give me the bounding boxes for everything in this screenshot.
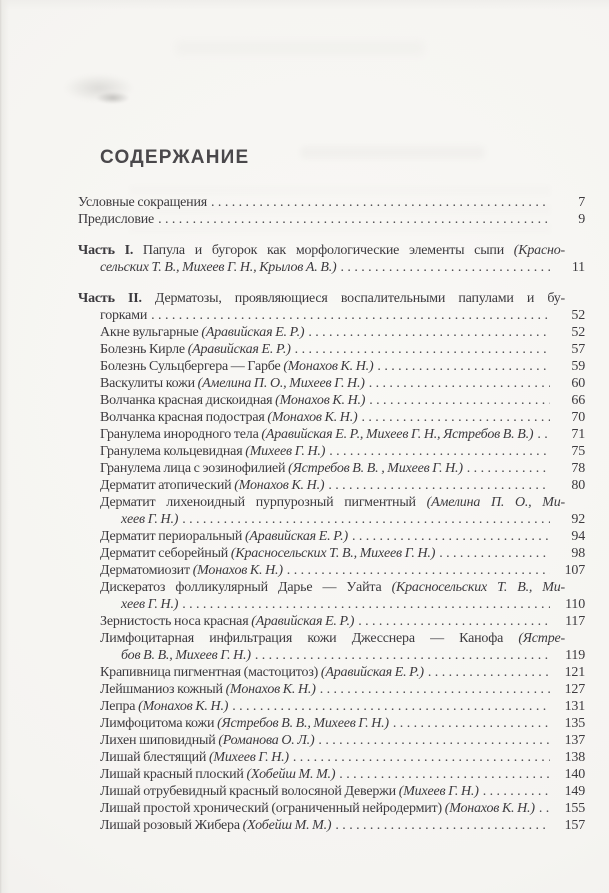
toc-entry-text bbox=[100, 715, 389, 732]
toc-entry bbox=[78, 259, 585, 276]
toc-entry-text bbox=[100, 495, 565, 510]
toc-entry-text bbox=[78, 211, 154, 228]
toc-text-segment: Лихен шиповидный bbox=[100, 733, 219, 748]
toc-entry bbox=[78, 800, 585, 817]
scan-smudge bbox=[96, 92, 130, 104]
toc-text-segment: (Монахов К. Н.) bbox=[275, 393, 366, 408]
toc-entry bbox=[78, 732, 585, 749]
page-number: 127 bbox=[564, 682, 585, 697]
dot-leader bbox=[428, 664, 550, 681]
dot-leader bbox=[158, 211, 550, 228]
toc-text-segment: Лишай розовый Жибера bbox=[100, 818, 243, 833]
toc-entry bbox=[78, 511, 585, 528]
dot-leader bbox=[308, 324, 550, 341]
toc-entry bbox=[78, 494, 585, 511]
toc-entry-text bbox=[100, 324, 304, 341]
toc-text-segment: Зернистость носа красная bbox=[100, 614, 252, 629]
toc-entry-text bbox=[100, 562, 283, 579]
toc-text-segment: Дерматомиозит bbox=[100, 563, 193, 578]
toc-text-segment: горками bbox=[100, 308, 148, 323]
toc-entry bbox=[78, 409, 585, 426]
toc-text-segment: Лепра bbox=[100, 699, 139, 714]
toc-text-segment: (Михеев Г. Н.) bbox=[208, 750, 289, 765]
toc-entry-text bbox=[100, 681, 316, 698]
dot-leader bbox=[182, 511, 550, 528]
toc-entry-text bbox=[100, 732, 314, 749]
dot-leader bbox=[341, 259, 550, 276]
toc-entry bbox=[78, 579, 585, 596]
toc-entry-text bbox=[78, 291, 565, 306]
toc-text-segment: сельских Т. В., Михеев Г. Н., Крылов А. В.) bbox=[100, 260, 337, 275]
toc-text-segment: (Монахов К. Н.) bbox=[234, 478, 325, 493]
toc-entry-text bbox=[100, 409, 357, 426]
toc-text-segment: Лишай простой хронический (ограниченный нейродермит) bbox=[100, 801, 445, 816]
toc-entry-text bbox=[78, 243, 565, 258]
toc-text-segment: Болезнь Сульцбергера — Гарбе bbox=[100, 359, 284, 374]
toc-entry-text bbox=[100, 426, 533, 443]
toc-entry bbox=[78, 290, 585, 307]
toc-text-segment: (Аравийская Е. Р.) bbox=[320, 665, 424, 680]
page-number: 71 bbox=[571, 427, 585, 442]
page-number: 107 bbox=[564, 563, 585, 578]
dot-leader bbox=[352, 528, 550, 545]
page-number: 121 bbox=[564, 665, 585, 680]
toc-text-segment: (Монахов К. Н.) bbox=[192, 563, 283, 578]
dot-leader bbox=[151, 307, 550, 324]
dot-leader bbox=[393, 715, 550, 732]
toc-entry bbox=[78, 545, 585, 562]
toc-entry-text bbox=[100, 375, 365, 392]
toc-text-segment: (Ястре- bbox=[518, 631, 565, 646]
toc-entry-text bbox=[100, 817, 331, 834]
toc-entry bbox=[78, 630, 585, 647]
toc-entry-text bbox=[100, 766, 335, 783]
toc-text-segment: Гранулема кольцевидная bbox=[100, 444, 246, 459]
dot-leader bbox=[295, 341, 550, 358]
toc-text-segment: хеев Г. Н.) bbox=[121, 512, 179, 527]
dot-leader bbox=[318, 732, 550, 749]
show-through-artifact bbox=[175, 40, 425, 56]
toc-list bbox=[78, 194, 585, 834]
dot-leader bbox=[361, 409, 550, 426]
toc-entry bbox=[78, 613, 585, 630]
page-number: 75 bbox=[571, 444, 585, 459]
toc-entry-text bbox=[100, 749, 289, 766]
show-through-artifact bbox=[300, 146, 485, 159]
toc-text-segment: Дерматозы, проявляющиеся воспалительными папулами и бу- bbox=[141, 291, 565, 306]
dot-leader bbox=[293, 749, 550, 766]
contents-title: СОДЕРЖАНИЕ bbox=[100, 147, 250, 168]
dot-leader bbox=[358, 613, 550, 630]
toc-text-segment: (Аравийская Е. Р., Михеев Г. Н., Ястребов В. В.) bbox=[261, 427, 534, 442]
toc-entry-text bbox=[121, 647, 251, 664]
toc-text-segment: (Михеев Г. Н.) bbox=[398, 784, 479, 799]
toc-text-segment: (Амелина П. О., Ми- bbox=[426, 495, 566, 510]
toc-text-segment: (Аравийская Е. Р.) bbox=[187, 342, 291, 357]
toc-text-segment: (Монахов К. Н.) bbox=[444, 801, 535, 816]
page-number: 7 bbox=[578, 195, 585, 210]
toc-text-segment: Дерматит периоральный bbox=[100, 529, 245, 544]
toc-text-segment: Условные сокращения bbox=[78, 195, 208, 210]
toc-text-segment: (Аравийская Е. Р.) bbox=[244, 529, 348, 544]
toc-entry-text bbox=[100, 528, 348, 545]
page-number: 119 bbox=[565, 648, 585, 663]
toc-text-segment: (Ястребов В. В., Михеев Г. Н.) bbox=[217, 716, 389, 731]
toc-text-segment: (Романова О. Л.) bbox=[218, 733, 315, 748]
toc-text-segment: (Монахов К. Н.) bbox=[138, 699, 229, 714]
toc-text-segment: хеев Г. Н.) bbox=[121, 597, 179, 612]
toc-text-segment: Волчанка красная подострая bbox=[100, 410, 268, 425]
toc-entry bbox=[78, 783, 585, 800]
toc-entry bbox=[78, 477, 585, 494]
dot-leader bbox=[287, 562, 550, 579]
dot-leader bbox=[467, 460, 550, 477]
toc-entry bbox=[78, 562, 585, 579]
toc-entry bbox=[78, 817, 585, 834]
toc-text-segment: (Михеев Г. Н.) bbox=[245, 444, 326, 459]
toc-text-segment: Лишай отрубевидный красный волосяной Девержи bbox=[100, 784, 399, 799]
toc-entry-text bbox=[100, 800, 535, 817]
section-gap bbox=[78, 228, 585, 242]
page-number: 135 bbox=[564, 716, 585, 731]
toc-entry-text bbox=[100, 545, 435, 562]
toc-entry bbox=[78, 194, 585, 211]
dot-leader bbox=[369, 392, 550, 409]
dot-leader bbox=[537, 426, 550, 443]
toc-text-segment: (Хобейш М. М.) bbox=[242, 818, 332, 833]
toc-entry bbox=[78, 211, 585, 228]
toc-text-segment: Часть I. bbox=[78, 243, 134, 258]
toc-entry bbox=[78, 443, 585, 460]
toc-entry bbox=[78, 766, 585, 783]
toc-entry bbox=[78, 426, 585, 443]
page-number: 157 bbox=[564, 818, 585, 833]
dot-leader bbox=[439, 545, 550, 562]
toc-text-segment: (Красносельских Т. В., Михеев Г. Н.) bbox=[230, 546, 436, 561]
toc-text-segment: (Монахов К. Н.) bbox=[225, 682, 316, 697]
toc-entry-text bbox=[100, 443, 325, 460]
toc-text-segment: (Ястребов В. В. , Михеев Г. Н.) bbox=[288, 461, 463, 476]
page-number: 131 bbox=[564, 699, 585, 714]
dot-leader bbox=[211, 194, 550, 211]
page-number: 92 bbox=[571, 512, 585, 527]
toc-entry bbox=[78, 647, 585, 664]
dot-leader bbox=[377, 358, 550, 375]
toc-text-segment: Лишай красный плоский bbox=[100, 767, 247, 782]
toc-entry bbox=[78, 375, 585, 392]
toc-text-segment: Папула и бугорок как морфологические элементы сыпи bbox=[133, 243, 514, 258]
toc-text-segment: Гранулема лица с эозинофилией bbox=[100, 461, 289, 476]
toc-entry-text bbox=[100, 341, 291, 358]
toc-text-segment: Волчанка красная дискоидная bbox=[100, 393, 276, 408]
toc-entry bbox=[78, 392, 585, 409]
dot-leader bbox=[182, 596, 550, 613]
toc-text-segment: (Красно- bbox=[513, 243, 565, 258]
page-number: 98 bbox=[571, 546, 585, 561]
toc-entry-text bbox=[100, 259, 337, 276]
toc-entry bbox=[78, 307, 585, 324]
toc-entry-text bbox=[100, 698, 228, 715]
toc-entry bbox=[78, 341, 585, 358]
toc-entry-text bbox=[100, 631, 565, 646]
toc-entry-text bbox=[121, 511, 178, 528]
toc-entry bbox=[78, 460, 585, 477]
toc-text-segment: Дерматит атопический bbox=[100, 478, 235, 493]
toc-text-segment: Гранулема инородного тела bbox=[100, 427, 262, 442]
page-number: 137 bbox=[564, 733, 585, 748]
dot-leader bbox=[320, 681, 550, 698]
toc-entry-text bbox=[100, 613, 354, 630]
page-number: 149 bbox=[564, 784, 585, 799]
page-number: 66 bbox=[571, 393, 585, 408]
toc-entry-text bbox=[100, 783, 479, 800]
toc-text-segment: бов В. В., Михеев Г. Н.) bbox=[121, 648, 251, 663]
toc-entry bbox=[78, 528, 585, 545]
toc-text-segment: (Монахов К. Н.) bbox=[283, 359, 374, 374]
toc-entry bbox=[78, 698, 585, 715]
toc-entry-text bbox=[100, 307, 147, 324]
page-number: 57 bbox=[571, 342, 585, 357]
toc-entry bbox=[78, 749, 585, 766]
toc-text-segment: Болезнь Кирле bbox=[100, 342, 188, 357]
page-number: 52 bbox=[571, 308, 585, 323]
dot-leader bbox=[232, 698, 550, 715]
section-gap bbox=[78, 276, 585, 290]
page-number: 117 bbox=[565, 614, 585, 629]
page-number: 78 bbox=[571, 461, 585, 476]
page-number: 60 bbox=[571, 376, 585, 391]
page-number: 94 bbox=[571, 529, 585, 544]
dot-leader bbox=[339, 766, 550, 783]
toc-entry-text bbox=[78, 194, 207, 211]
page-number: 9 bbox=[578, 212, 585, 227]
toc-entry-text bbox=[121, 596, 178, 613]
toc-entry-text bbox=[100, 460, 463, 477]
toc-entry bbox=[78, 715, 585, 732]
toc-text-segment: Васкулиты кожи bbox=[100, 376, 198, 391]
toc-entry-text bbox=[100, 392, 365, 409]
page-number: 138 bbox=[564, 750, 585, 765]
toc-entry bbox=[78, 664, 585, 681]
dot-leader bbox=[328, 477, 550, 494]
toc-text-segment: (Аравийская Е. Р.) bbox=[201, 325, 305, 340]
toc-text-segment: Лишай блестящий bbox=[100, 750, 209, 765]
toc-text-segment: Часть II. bbox=[78, 291, 142, 306]
toc-text-segment: Дерматит лихеноидный пурпурозный пигментный bbox=[100, 495, 427, 510]
toc-text-segment: Дискератоз фолликулярный Дарье — Уайта bbox=[100, 580, 392, 595]
toc-text-segment: Крапивница пигментная (мастоцитоз) bbox=[100, 665, 321, 680]
toc-text-segment: Лимфоцитома кожи bbox=[100, 716, 218, 731]
toc-text-segment: Акне вульгарные bbox=[100, 325, 202, 340]
toc-entry bbox=[78, 681, 585, 698]
toc-text-segment: Дерматит себорейный bbox=[100, 546, 231, 561]
toc-text-segment: (Аравийская Е. Р.) bbox=[251, 614, 355, 629]
page-number: 59 bbox=[571, 359, 585, 374]
dot-leader bbox=[369, 375, 550, 392]
toc-text-segment: (Хобейш М. М.) bbox=[246, 767, 336, 782]
dot-leader bbox=[335, 817, 550, 834]
page-number: 110 bbox=[565, 597, 585, 612]
page-number: 70 bbox=[571, 410, 585, 425]
page-number: 140 bbox=[564, 767, 585, 782]
toc-entry-text bbox=[100, 358, 373, 375]
toc-text-segment: Предисловие bbox=[78, 212, 155, 227]
toc-entry bbox=[78, 358, 585, 375]
toc-text-segment: (Амелина П. О., Михеев Г. Н.) bbox=[197, 376, 365, 391]
toc-entry-text bbox=[100, 664, 424, 681]
dot-leader bbox=[255, 647, 550, 664]
toc-text-segment: Лейшманиоз кожный bbox=[100, 682, 226, 697]
toc-entry bbox=[78, 596, 585, 613]
dot-leader bbox=[329, 443, 550, 460]
toc-text-segment: (Монахов К. Н.) bbox=[267, 410, 358, 425]
page-number: 155 bbox=[564, 801, 585, 816]
toc-entry-text bbox=[100, 580, 565, 595]
toc-text-segment: (Красносельских Т. В., Ми- bbox=[391, 580, 565, 595]
toc-entry-text bbox=[100, 477, 324, 494]
toc-text-segment: Лимфоцитарная инфильтрация кожи Джесснера — Канофа bbox=[100, 631, 519, 646]
page-number: 52 bbox=[571, 325, 585, 340]
page-number: 11 bbox=[571, 260, 585, 275]
scan-smudge bbox=[64, 74, 134, 102]
page-number: 80 bbox=[571, 478, 585, 493]
toc-entry bbox=[78, 242, 585, 259]
toc-entry bbox=[78, 324, 585, 341]
dot-leader bbox=[483, 783, 550, 800]
dot-leader bbox=[539, 800, 550, 817]
